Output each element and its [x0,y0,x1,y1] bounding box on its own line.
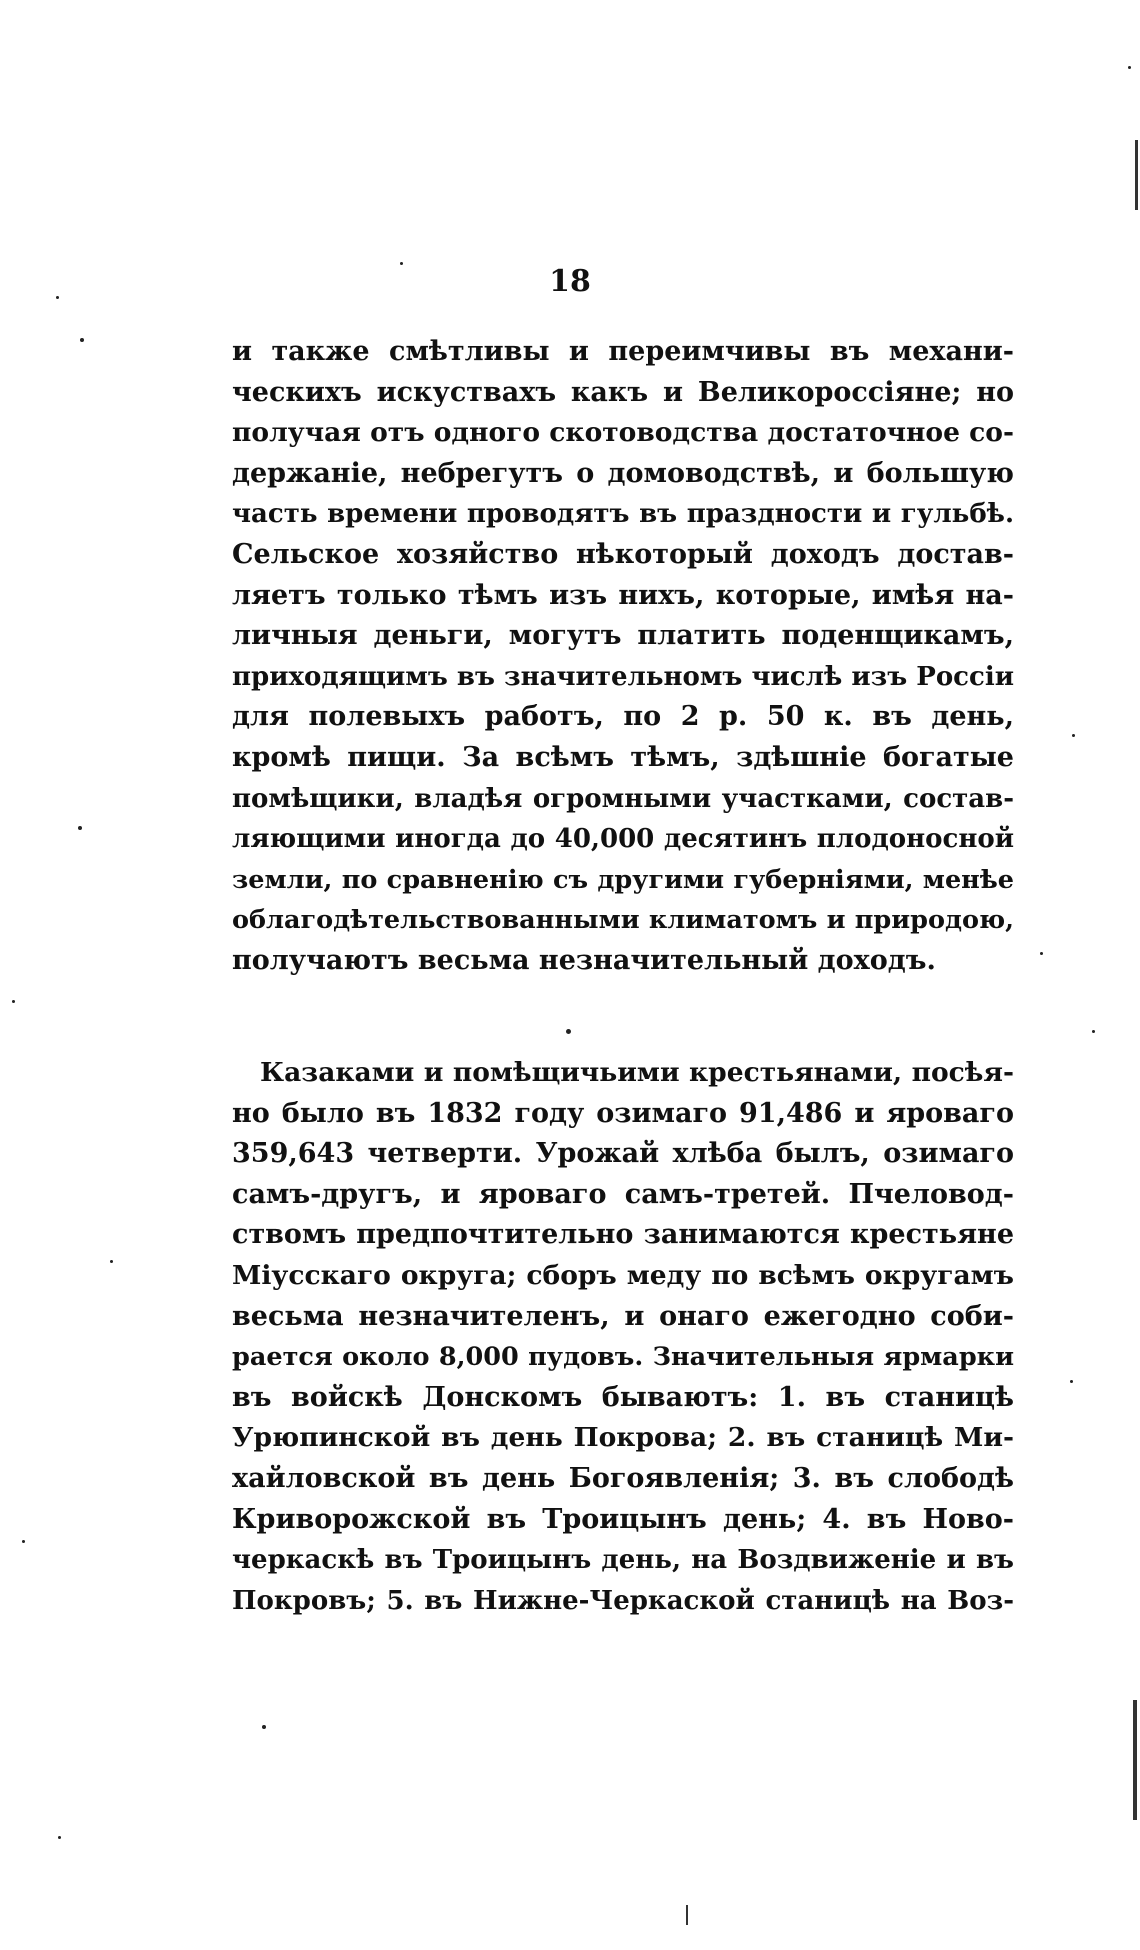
text-line: ляетъ только тѣмъ изъ нихъ, которые, имѣя на- [232,579,1014,611]
scan-speck [56,296,59,299]
scan-speck [80,338,84,342]
text-line: Урюпинской въ день Покрова; 2. въ станицѣ Ми- [232,1422,1014,1454]
text-line: весьма незначителенъ, и онаго ежегодно соби- [232,1300,1014,1332]
scan-speck [262,1725,266,1729]
text-line: Сельское хозяйство нѣкоторый доходъ достав- [232,538,1014,570]
text-line: въ войскѣ Донскомъ бываютъ: 1. въ станицѣ [232,1381,1014,1413]
paragraph-2 [232,1053,1014,1621]
text-line: приходящимъ въ значительномъ числѣ изъ Россіи [232,661,1014,692]
text-line: кромѣ пищи. За всѣмъ тѣмъ, здѣшніе богатые [232,741,1014,773]
text-line: облагодѣтельствованными климатомъ и природою, [232,905,1014,936]
scan-speck [1040,952,1043,955]
scan-edge-mark [686,1905,688,1925]
text-line: Казаками и помѣщичьими крестьянами, посѣя- [260,1057,1014,1088]
scan-speck [1128,66,1131,69]
text-line: самъ-другъ, и яроваго самъ-третей. Пчеловод- [232,1178,1014,1210]
text-line: личныя деньги, могутъ платить поденщикамъ, [232,620,1014,652]
text-line: ческихъ искуствахъ какъ и Великороссіяне; но [232,376,1014,408]
scan-edge-mark [1133,1700,1137,1820]
text-line: Міусскаго округа; сборъ меду по всѣмъ округамъ [232,1259,1014,1291]
text-line: рается около 8,000 пудовъ. Значительныя ярмарки [232,1342,1014,1373]
scan-edge-mark [1135,140,1138,210]
scan-speck [58,1836,61,1839]
text-line: и также смѣтливы и переимчивы въ механи- [232,336,1014,367]
text-line: черкаскѣ въ Троицынъ день, на Воздвиженіе и въ [232,1545,1014,1576]
scan-speck [1070,1380,1073,1383]
scan-speck [1072,734,1075,737]
text-line: для полевыхъ работъ, по 2 р. 50 к. въ день, [232,701,1014,733]
text-line: но было въ 1832 году озимаго 91,486 и яроваго [232,1097,1014,1129]
text-line: Криворожской въ Троицынъ день; 4. въ Ново- [232,1503,1014,1535]
text-line: держаніе, небрегутъ о домоводствѣ, и большую [232,457,1014,489]
text-line: получая отъ одного скотоводства достаточное со- [232,417,1014,449]
text-line: хайловской въ день Богоявленія; 3. въ слободѣ [232,1462,1014,1494]
text-line: часть времени проводятъ въ праздности и гульбѣ. [232,499,1014,530]
text-line: ляющими иногда до 40,000 десятинъ плодоносной [232,824,1014,855]
scan-speck [400,262,403,265]
text-line: ствомъ предпочтительно занимаются крестьяне [232,1219,1014,1251]
page-number: 18 [549,264,591,299]
scan-speck [1092,1030,1095,1033]
text-line: земли, по сравненію съ другими губерніями, менѣе [232,864,1014,895]
scan-speck [12,1000,15,1003]
text-line: 359,643 четверти. Урожай хлѣба былъ, озимаго [232,1138,1014,1170]
text-line: помѣщики, владѣя огромными участками, состав- [232,783,1014,814]
scan-speck [110,1260,113,1263]
text-line: Покровъ; 5. въ Нижне-Черкаской станицѣ на Воз- [232,1585,1014,1616]
scan-speck [566,1029,571,1034]
text-line: получаютъ весьма незначительный доходъ. [232,944,936,976]
paragraph-1 [232,332,1014,982]
scan-speck [78,826,82,830]
scan-speck [22,1540,25,1543]
